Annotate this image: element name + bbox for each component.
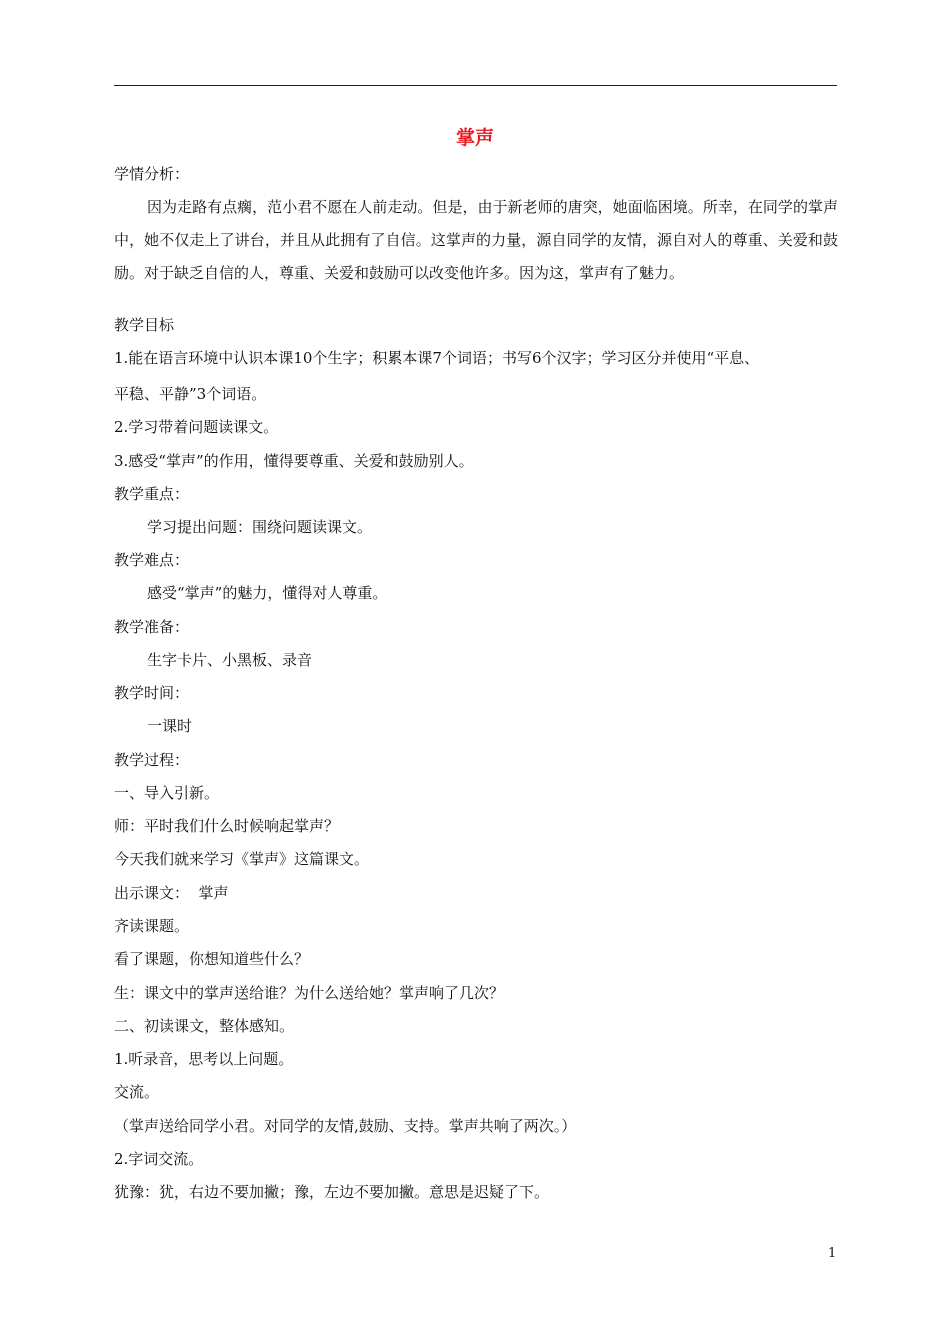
- analysis-heading: 学情分析：: [114, 165, 190, 183]
- key-point-text: 学习提出问题：围绕问题读课文。: [147, 518, 373, 536]
- difficulty-text: 感受“掌声”的魅力，懂得对人尊重。: [147, 584, 388, 602]
- process-line: 一、导入引新。: [114, 784, 220, 802]
- process-line: 交流。: [114, 1083, 160, 1101]
- process-line: 师：平时我们什么时候响起掌声？: [114, 817, 340, 835]
- process-line: 1.听录音，思考以上问题。: [114, 1050, 294, 1068]
- process-line: 2.字词交流。: [114, 1150, 204, 1168]
- difficulty-heading: 教学难点：: [114, 551, 190, 569]
- process-line: 看了课题，你想知道些什么？: [114, 950, 310, 968]
- goals-heading: 教学目标: [114, 316, 175, 334]
- document-title: 掌声: [455, 127, 494, 149]
- preparation-heading: 教学准备：: [114, 618, 190, 636]
- process-line: 今天我们就来学习《掌声》这篇课文。: [114, 850, 370, 868]
- process-line: 出示课文： 掌声: [114, 884, 229, 902]
- goal-item: 1.能在语言环境中认识本课10个生字；积累本课7个词语；书写6个汉字；学习区分并使用“平息、: [114, 349, 760, 367]
- process-line: 齐读课题。: [114, 917, 190, 935]
- analysis-paragraph: 因为走路有点瘸，范小君不愿在人前走动。但是，由于新老师的唐突，她面临困境。所幸，在同学的掌声中，她不仅走上了讲台，并且从此拥有了自信。这掌声的力量，源自同学的友情，源自对人的尊重、关爱和鼓励。对于缺乏自信的人，尊重、关爱和鼓励可以改变他许多。因为这，掌声有了魅力。: [114, 198, 838, 282]
- process-line: 生：课文中的掌声送给谁？为什么送给她？掌声响了几次？: [114, 984, 505, 1002]
- preparation-text: 生字卡片、小黑板、录音: [147, 651, 313, 669]
- goal-item: 平稳、平静”3个词语。: [114, 385, 267, 403]
- page-number: 1: [828, 1246, 837, 1261]
- process-line: （掌声送给同学小君。对同学的友情,鼓励、支持。掌声共响了两次。）: [114, 1117, 577, 1135]
- time-heading: 教学时间：: [114, 684, 190, 702]
- process-line: 犹豫：犹，右边不要加撇；豫，左边不要加撇。意思是迟疑了下。: [114, 1183, 550, 1201]
- time-text: 一课时: [147, 717, 193, 735]
- process-line: 二、初读课文，整体感知。: [114, 1017, 295, 1035]
- goal-item: 3.感受“掌声”的作用，懂得要尊重、关爱和鼓励别人。: [114, 452, 474, 470]
- header-rule: [114, 85, 837, 86]
- process-heading: 教学过程：: [114, 751, 190, 769]
- goal-item: 2.学习带着问题读课文。: [114, 418, 279, 436]
- key-point-heading: 教学重点：: [114, 485, 190, 503]
